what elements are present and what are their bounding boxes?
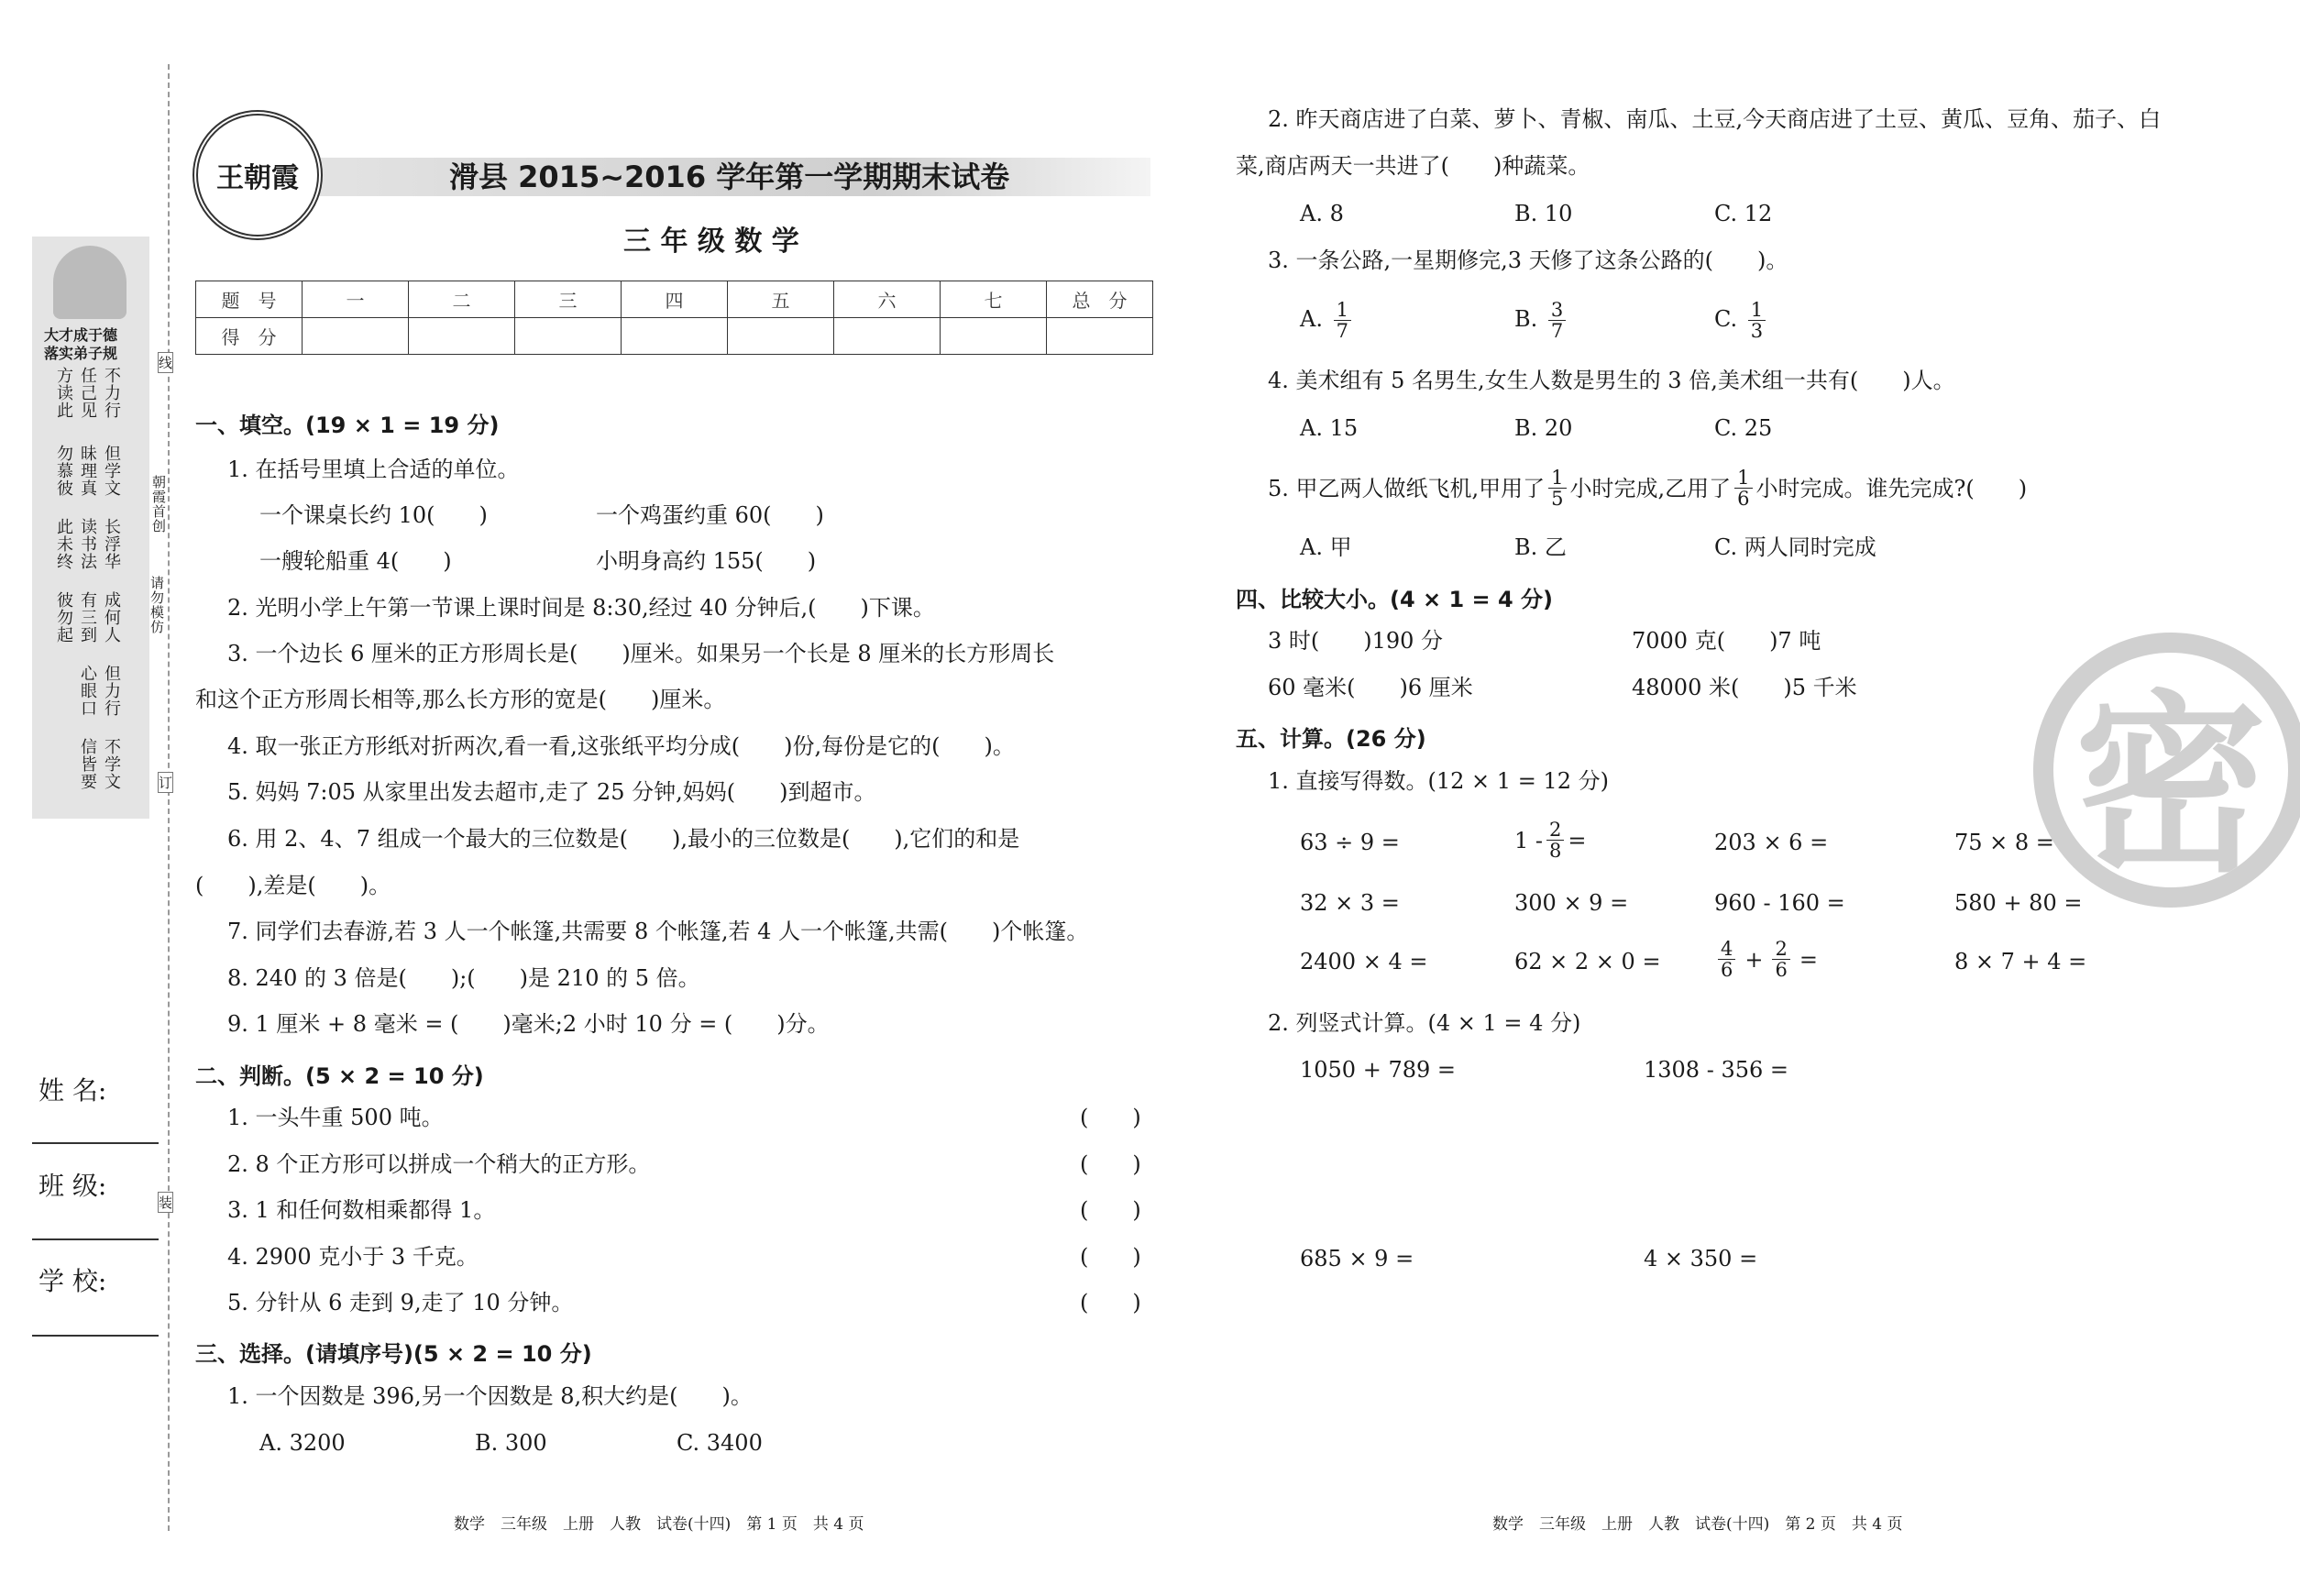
- question-6b: ( ),差是( )。: [195, 873, 391, 898]
- exam-title: 滑县 2015~2016 学年第一学期期末试卷: [449, 160, 1010, 194]
- table-cell: 七: [941, 281, 1047, 318]
- section-3-title: 三、选择。(请填序号)(5 × 2 = 10 分): [195, 1341, 592, 1367]
- verse: 此未终: [54, 518, 73, 570]
- choice-option[interactable]: A. 8: [1300, 201, 1344, 226]
- fraction: [1734, 468, 1752, 509]
- choice-option[interactable]: B. 乙: [1514, 534, 1567, 560]
- fraction: [1548, 468, 1566, 509]
- name-label: 姓 名:: [39, 1075, 107, 1106]
- class-label: 班 级:: [39, 1171, 107, 1201]
- verse: 心眼口: [78, 665, 97, 717]
- school-field[interactable]: [32, 1335, 159, 1337]
- numerator: 1: [1748, 300, 1766, 321]
- numerator: 1: [1548, 468, 1566, 489]
- score-input-cell[interactable]: [1047, 318, 1153, 355]
- fraction: [1334, 300, 1351, 341]
- verse: 成何人: [102, 591, 121, 644]
- section-5-title: 五、计算。(26 分): [1236, 726, 1426, 752]
- choice-5: [1268, 468, 2027, 509]
- calc-task-2: 2. 列竖式计算。(4 × 1 = 4 分): [1268, 1010, 1581, 1036]
- choice-option[interactable]: [1514, 300, 1569, 341]
- choice-option[interactable]: C. 3400: [677, 1430, 763, 1456]
- choice-option[interactable]: [1714, 300, 1769, 341]
- score-input-cell[interactable]: [941, 318, 1047, 355]
- option-label: C.: [1714, 306, 1738, 332]
- table-cell: 五: [728, 281, 834, 318]
- sidebar-verses: [53, 367, 136, 807]
- choice-option[interactable]: C. 两人同时完成: [1714, 534, 1876, 560]
- class-field[interactable]: [32, 1238, 159, 1240]
- verse: 有三到: [78, 591, 97, 644]
- school-label: 学 校:: [39, 1266, 107, 1296]
- score-table-header-row: [196, 281, 1153, 318]
- calc-text: +: [1744, 946, 1764, 973]
- choice-5-text: 小时完成,乙用了: [1569, 475, 1732, 501]
- score-table: [195, 281, 1153, 355]
- question-3a: 3. 一个边长 6 厘米的正方形周长是( )厘米。如果另一个长是 8 厘米的长方形周长: [227, 641, 1055, 666]
- vertical-calc: 1050 + 789 =: [1300, 1057, 1456, 1083]
- question-4: 4. 取一张正方形纸对折两次,看一看,这张纸平均分成( )份,每份是它的( )。: [227, 733, 1015, 759]
- score-table-score-row: [196, 318, 1153, 355]
- choice-option[interactable]: A. 15: [1300, 415, 1359, 441]
- choice-5-text: 小时完成。谁先完成?( ): [1755, 475, 2028, 501]
- choice-4: 4. 美术组有 5 名男生,女生人数是男生的 3 倍,美术组一共有( )人。: [1268, 368, 1955, 393]
- denominator: 6: [1737, 488, 1750, 510]
- calc-item: [1714, 939, 1818, 980]
- compare-item: 3 时( )190 分: [1268, 628, 1444, 654]
- seal-mark: 订: [158, 772, 173, 793]
- calc-item: 2400 × 4 =: [1300, 949, 1428, 974]
- verse: 读书法: [78, 518, 97, 570]
- score-input-cell[interactable]: [834, 318, 941, 355]
- choice-option[interactable]: [1300, 300, 1355, 341]
- copyright-note: 请勿模仿: [149, 576, 165, 634]
- question-1: 1. 在括号里填上合适的单位。: [227, 457, 520, 482]
- choice-option[interactable]: B. 300: [475, 1430, 547, 1456]
- denominator: 5: [1551, 488, 1564, 510]
- judge-answer-box[interactable]: ( ): [1080, 1197, 1141, 1223]
- score-input-cell[interactable]: [515, 318, 622, 355]
- option-label: A.: [1300, 306, 1323, 332]
- exam-subtitle: 三 年 级 数 学: [623, 226, 799, 258]
- compare-item: 7000 克( )7 吨: [1632, 628, 1821, 654]
- fraction: [1718, 939, 1735, 980]
- calc-text: 1 -: [1514, 827, 1544, 853]
- verse: 但力行: [102, 665, 121, 717]
- numerator: 1: [1334, 300, 1351, 321]
- numerator: 2: [1772, 939, 1789, 960]
- calc-item: 203 × 6 =: [1714, 830, 1829, 855]
- table-cell: 四: [622, 281, 728, 318]
- calc-item: 960 - 160 =: [1714, 890, 1845, 916]
- choice-option[interactable]: C. 12: [1714, 201, 1773, 226]
- question-6a: 6. 用 2、4、7 组成一个最大的三位数是( ),最小的三位数是( ),它们的和是: [227, 826, 1020, 852]
- calc-item: 32 × 3 =: [1300, 890, 1400, 916]
- choice-option[interactable]: C. 25: [1714, 415, 1773, 441]
- table-cell: 得 分: [196, 318, 303, 355]
- binding-line: [168, 64, 170, 1531]
- calc-item: 300 × 9 =: [1514, 890, 1629, 916]
- compare-item: 48000 米( )5 千米: [1632, 675, 1857, 700]
- denominator: 6: [1775, 959, 1788, 981]
- judge-item: 4. 2900 克小于 3 千克。: [227, 1244, 479, 1270]
- fraction: [1748, 300, 1766, 341]
- seal-mark: 线: [158, 352, 173, 373]
- choice-1: 1. 一个因数是 396,另一个因数是 8,积大约是( )。: [227, 1383, 753, 1409]
- score-input-cell[interactable]: [728, 318, 834, 355]
- vertical-calc: 685 × 9 =: [1300, 1246, 1414, 1271]
- question-1a: 一个课桌长约 10( ): [259, 502, 488, 528]
- verse: 勿慕彼: [54, 445, 73, 497]
- name-field[interactable]: [32, 1142, 159, 1144]
- verse: 不力行: [102, 367, 121, 419]
- table-cell: 六: [834, 281, 941, 318]
- table-cell: 总 分: [1047, 281, 1153, 318]
- denominator: 7: [1336, 320, 1348, 342]
- numerator: 1: [1734, 468, 1752, 489]
- fraction: [1772, 939, 1789, 980]
- calc-item: 75 × 8 =: [1954, 830, 2054, 855]
- denominator: 6: [1721, 959, 1733, 981]
- numerator: 3: [1548, 300, 1566, 321]
- question-5: 5. 妈妈 7:05 从家里出发去超市,走了 25 分钟,妈妈( )到超市。: [227, 779, 876, 805]
- table-cell: 题 号: [196, 281, 303, 318]
- fraction: [1546, 820, 1564, 861]
- section-2-title: 二、判断。(5 × 2 = 10 分): [195, 1063, 484, 1089]
- score-input-cell[interactable]: [622, 318, 728, 355]
- option-label: B.: [1514, 306, 1538, 332]
- choice-5-text: 5. 甲乙两人做纸飞机,甲用了: [1268, 475, 1546, 501]
- calc-text: =: [1568, 827, 1587, 853]
- judge-item: 3. 1 和任何数相乘都得 1。: [227, 1197, 496, 1223]
- confidential-watermark: [2033, 633, 2300, 908]
- question-3b: 和这个正方形周长相等,那么长方形的宽是( )厘米。: [195, 687, 726, 712]
- calc-item: 62 × 2 × 0 =: [1514, 949, 1661, 974]
- choice-2b: 菜,商店两天一共进了( )种蔬菜。: [1236, 153, 1590, 179]
- judge-answer-box[interactable]: ( ): [1080, 1151, 1141, 1177]
- calc-task-1: 1. 直接写得数。(12 × 1 = 12 分): [1268, 768, 1609, 794]
- sidebar-motto-1: 大才成于德: [44, 326, 118, 344]
- table-cell: 三: [515, 281, 622, 318]
- denominator: 3: [1750, 320, 1764, 342]
- judge-answer-box[interactable]: ( ): [1080, 1290, 1141, 1315]
- judge-item: 2. 8 个正方形可以拼成一个稍大的正方形。: [227, 1151, 651, 1177]
- fraction: [1548, 300, 1566, 341]
- question-1d: 小明身高约 155( ): [596, 548, 817, 574]
- seal-mark: 装: [158, 1192, 173, 1213]
- verse: 信皆要: [78, 738, 97, 790]
- question-7: 7. 同学们去春游,若 3 人一个帐篷,共需要 8 个帐篷,若 4 人一个帐篷,共需( )个帐篷。: [227, 919, 1089, 944]
- compare-item: 60 毫米( )6 厘米: [1268, 675, 1473, 700]
- verse: 不学文: [102, 738, 121, 790]
- judge-answer-box[interactable]: ( ): [1080, 1105, 1141, 1130]
- page-footer: 数学 三年级 上册 人教 试卷(十四) 第 2 页 共 4 页: [1492, 1515, 1903, 1534]
- logo-text: 王朝霞: [216, 162, 299, 194]
- question-8: 8. 240 的 3 倍是( );( )是 210 的 5 倍。: [227, 965, 700, 991]
- verse: 长浮华: [102, 518, 121, 570]
- copyright-note: 朝霞首创: [150, 475, 167, 534]
- question-1c: 一艘轮船重 4( ): [259, 548, 452, 574]
- score-input-cell[interactable]: [409, 318, 515, 355]
- denominator: 7: [1550, 320, 1564, 342]
- calc-text: =: [1799, 946, 1818, 973]
- watermark-text: 密: [2074, 674, 2267, 898]
- judge-answer-box[interactable]: ( ): [1080, 1244, 1141, 1270]
- denominator: 8: [1549, 840, 1562, 862]
- calc-item: 8 × 7 + 4 =: [1954, 949, 2087, 974]
- sidebar-motto-2: 落实弟子规: [44, 345, 118, 362]
- verse: 彼勿起: [54, 591, 73, 644]
- scholar-figure-icon: [53, 246, 127, 319]
- question-2: 2. 光明小学上午第一节课上课时间是 8:30,经过 40 分钟后,( )下课。: [227, 595, 935, 621]
- choice-option[interactable]: A. 甲: [1300, 534, 1352, 560]
- table-cell: 二: [409, 281, 515, 318]
- section-4-title: 四、比较大小。(4 × 1 = 4 分): [1236, 587, 1554, 612]
- verse: 昧理真: [78, 445, 97, 497]
- vertical-calc: 4 × 350 =: [1644, 1246, 1758, 1271]
- question-1b: 一个鸡蛋约重 60( ): [596, 502, 824, 528]
- score-input-cell[interactable]: [303, 318, 409, 355]
- vertical-calc: 1308 - 356 =: [1644, 1057, 1788, 1083]
- choice-option[interactable]: A. 3200: [259, 1430, 346, 1456]
- choice-2a: 2. 昨天商店进了白菜、萝卜、青椒、南瓜、土豆,今天商店进了土豆、黄瓜、豆角、茄子、白: [1268, 106, 2162, 132]
- logo-badge: [193, 110, 323, 240]
- calc-item: 63 ÷ 9 =: [1300, 830, 1400, 855]
- table-cell: 一: [303, 281, 409, 318]
- choice-3: 3. 一条公路,一星期修完,3 天修了这条公路的( )。: [1268, 248, 1788, 273]
- verse: 但学文: [102, 445, 121, 497]
- verse: 任己见: [78, 367, 97, 419]
- judge-item: 1. 一头牛重 500 吨。: [227, 1105, 444, 1130]
- page-footer: 数学 三年级 上册 人教 试卷(十四) 第 1 页 共 4 页: [454, 1515, 864, 1534]
- calc-item: 580 + 80 =: [1954, 890, 2083, 916]
- choice-option[interactable]: B. 10: [1514, 201, 1573, 226]
- numerator: 2: [1546, 820, 1564, 841]
- question-9: 9. 1 厘米 + 8 毫米 = ( )毫米;2 小时 10 分 = ( )分。: [227, 1011, 830, 1037]
- verse: 方读此: [54, 367, 73, 419]
- section-1-title: 一、填空。(19 × 1 = 19 分): [195, 413, 500, 438]
- choice-option[interactable]: B. 20: [1514, 415, 1573, 441]
- numerator: 4: [1718, 939, 1735, 960]
- judge-item: 5. 分针从 6 走到 9,走了 10 分钟。: [227, 1290, 574, 1315]
- calc-item: [1514, 820, 1587, 861]
